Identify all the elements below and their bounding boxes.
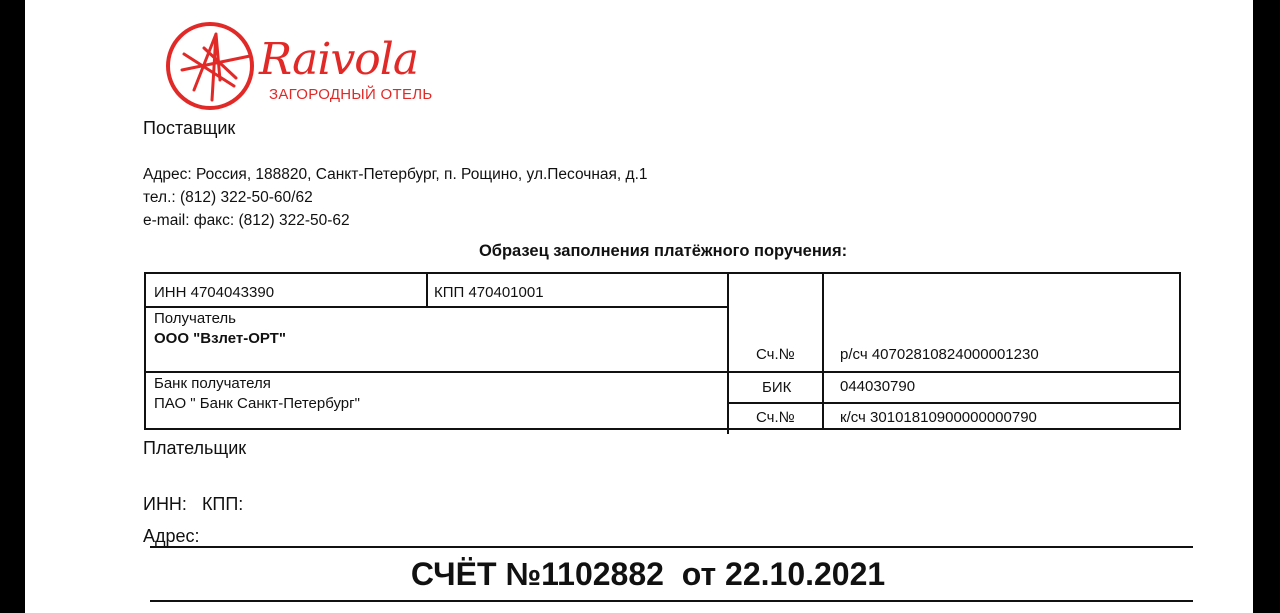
recipient-label: Получатель [154,310,236,327]
document-page [25,0,1253,613]
supplier-phone: тел.: (812) 322-50-60/62 [143,189,313,206]
recipient-name: ООО "Взлет-ОРТ" [154,330,286,347]
payer-label: Плательщик [143,438,247,458]
payer-address: Адрес: [143,526,200,546]
corr-account-value: к/сч 30101810900000000790 [840,409,1037,426]
supplier-address: Адрес: Россия, 188820, Санкт-Петербург, п. Рощино, ул.Песочная, д.1 [143,166,648,183]
payment-order-heading: Образец заполнения платёжного поручения: [478,242,848,260]
corr-account-label: Сч.№ [756,409,795,426]
account-label: Сч.№ [756,346,795,363]
payer-inn-kpp: ИНН: КПП: [143,494,244,514]
logo-brand-name: Raivola [259,34,419,85]
account-value: р/сч 40702810824000001230 [840,346,1039,363]
inn-field: ИНН 4704043390 [154,284,275,301]
bank-name: ПАО " Банк Санкт-Петербург" [154,395,360,412]
invoice-title: СЧЁТ №1102882 от 22.10.2021 [410,556,886,592]
divider-top [150,546,1193,548]
bik-value: 044030790 [840,378,916,395]
bank-label: Банк получателя [154,375,271,392]
kpp-field: КПП 470401001 [434,284,544,301]
bik-label: БИК [762,379,792,396]
logo-subtitle: ЗАГОРОДНЫЙ ОТЕЛЬ [269,86,433,103]
divider-bottom [150,600,1193,602]
payment-order-table [144,272,1181,430]
raivola-logo-icon [164,20,260,112]
supplier-email-fax: e-mail: факс: (812) 322-50-62 [143,212,350,229]
supplier-label: Поставщик [143,118,236,138]
